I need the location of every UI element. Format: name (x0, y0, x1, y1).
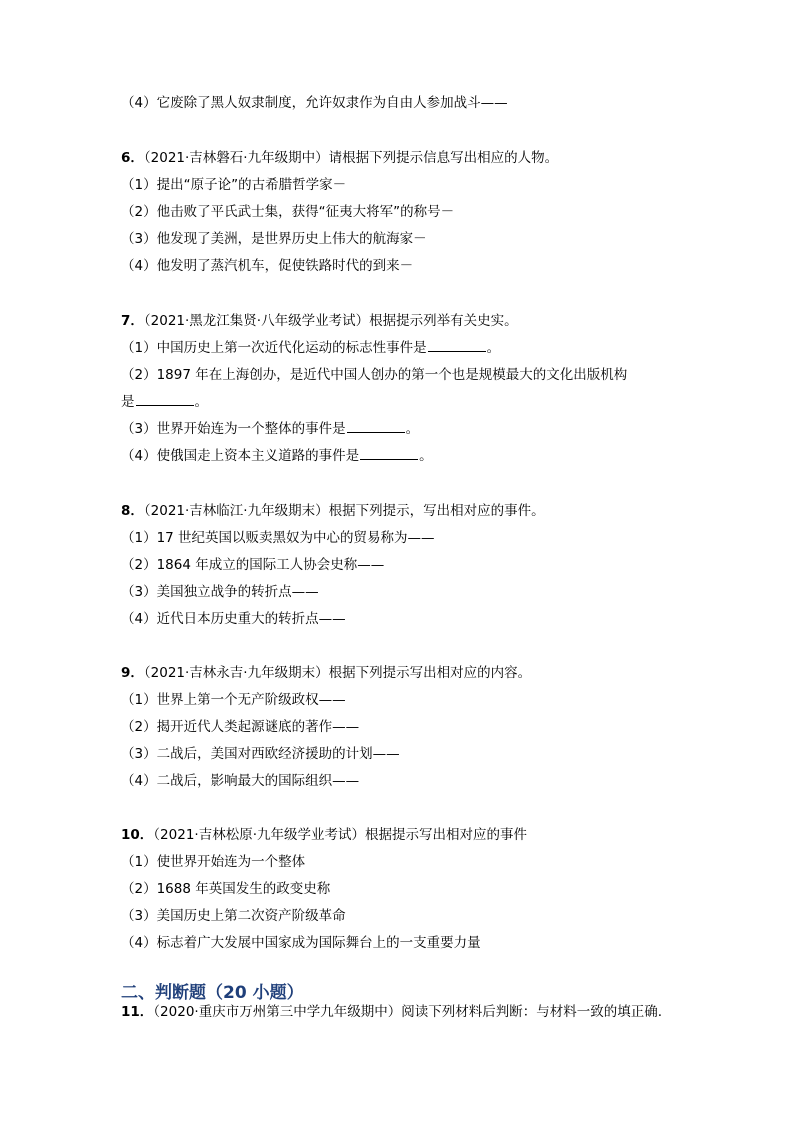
q7-item-1 (121, 339, 500, 357)
q11-number: 11． (121, 1004, 154, 1020)
q7-stem: 根据提示列举有关史实。 (369, 313, 518, 329)
q9-item-2: （2）揭开近代人类起源谜底的著作—— (121, 719, 360, 735)
q9-source: （2021·吉林永吉·九年级期末） (143, 665, 329, 681)
answer-blank[interactable] (347, 420, 405, 433)
q10-item-2: （2）1688 年英国发生的政变史称 (121, 881, 331, 897)
q8-number: 8． (121, 503, 144, 519)
q10-header (121, 826, 527, 844)
q7-header (121, 312, 518, 330)
q8-source: （2021·吉林临江·九年级期末） (143, 503, 329, 519)
q6-item-3: （3）他发现了美洲，是世界历史上伟大的航海家－ (121, 231, 427, 247)
q7-source: （2021·黑龙江集贤·八年级学业考试） (143, 313, 370, 329)
q7-item-2b (121, 393, 208, 411)
q10-item-1: （1）使世界开始连为一个整体 (121, 854, 306, 870)
q6-item-1: （1）提出“原子论”的古希腊哲学家－ (121, 177, 347, 193)
q9-header (121, 664, 531, 682)
q6-number: 6． (121, 150, 144, 166)
q7-item-2-end: 。 (194, 394, 208, 410)
answer-blank[interactable] (360, 447, 418, 460)
q9-item-3: （3）二战后，美国对西欧经济援助的计划—— (121, 746, 400, 762)
section-heading: 二、判断题（20 小题） (121, 983, 304, 1003)
q6-item-2: （2）他击败了平氏武士集，获得“征夷大将军”的称号－ (121, 204, 455, 220)
q11-stem: 阅读下列材料后判断：与材料一致的填正确. (401, 1004, 662, 1020)
q8-stem: 根据下列提示，写出相对应的事件。 (328, 503, 545, 519)
q8-item-3: （3）美国独立战争的转折点—— (121, 584, 319, 600)
q10-number: 10． (121, 827, 154, 843)
q7-item-2a: （2）1897 年在上海创办，是近代中国人创办的第一个也是规模最大的文化出版机构 (121, 367, 628, 383)
q9-number: 9． (121, 665, 144, 681)
q8-item-4: （4）近代日本历史重大的转折点—— (121, 611, 346, 627)
q10-item-3: （3）美国历史上第二次资产阶级革命 (121, 908, 346, 924)
q7-item-3-end: 。 (405, 421, 420, 437)
q10-stem: 根据提示写出相对应的事件 (365, 827, 527, 843)
answer-blank[interactable] (428, 339, 486, 352)
q7-item-1-text: （1）中国历史上第一次近代化运动的标志性事件是 (121, 340, 427, 356)
q6-header (121, 149, 558, 167)
q11-source: （2020·重庆市万州第三中学九年级期中） (153, 1004, 402, 1020)
q7-item-1-end: 。 (486, 340, 501, 356)
q8-item-2: （2）1864 年成立的国际工人协会史称—— (121, 557, 385, 573)
q7-item-4-end: 。 (419, 448, 433, 464)
q8-header (121, 502, 545, 520)
q5-item-4: （4）它废除了黑人奴隶制度，允许奴隶作为自由人参加战斗—— (121, 95, 508, 111)
q9-item-1: （1）世界上第一个无产阶级政权—— (121, 692, 346, 708)
q6-item-4: （4）他发明了蒸汽机车，促使铁路时代的到来－ (121, 258, 414, 274)
q7-item-4-text: （4）使俄国走上资本主义道路的事件是 (121, 448, 360, 464)
q7-item-2b-text: 是 (121, 394, 135, 410)
q11-header (121, 1003, 662, 1021)
q7-number: 7． (121, 313, 144, 329)
q7-item-3 (121, 420, 419, 438)
q9-item-4: （4）二战后，影响最大的国际组织—— (121, 773, 360, 789)
q10-source: （2021·吉林松原·九年级学业考试） (153, 827, 365, 843)
q6-source: （2021·吉林磐石·九年级期中） (143, 150, 329, 166)
answer-blank[interactable] (136, 393, 194, 406)
q6-stem: 请根据下列提示信息写出相应的人物。 (328, 150, 559, 166)
q7-item-3-text: （3）世界开始连为一个整体的事件是 (121, 421, 346, 437)
q9-stem: 根据下列提示写出相对应的内容。 (328, 665, 532, 681)
q8-item-1: （1）17 世纪英国以贩卖黑奴为中心的贸易称为—— (121, 530, 435, 546)
q7-item-4 (121, 447, 433, 465)
q10-item-4: （4）标志着广大发展中国家成为国际舞台上的一支重要力量 (121, 935, 481, 951)
